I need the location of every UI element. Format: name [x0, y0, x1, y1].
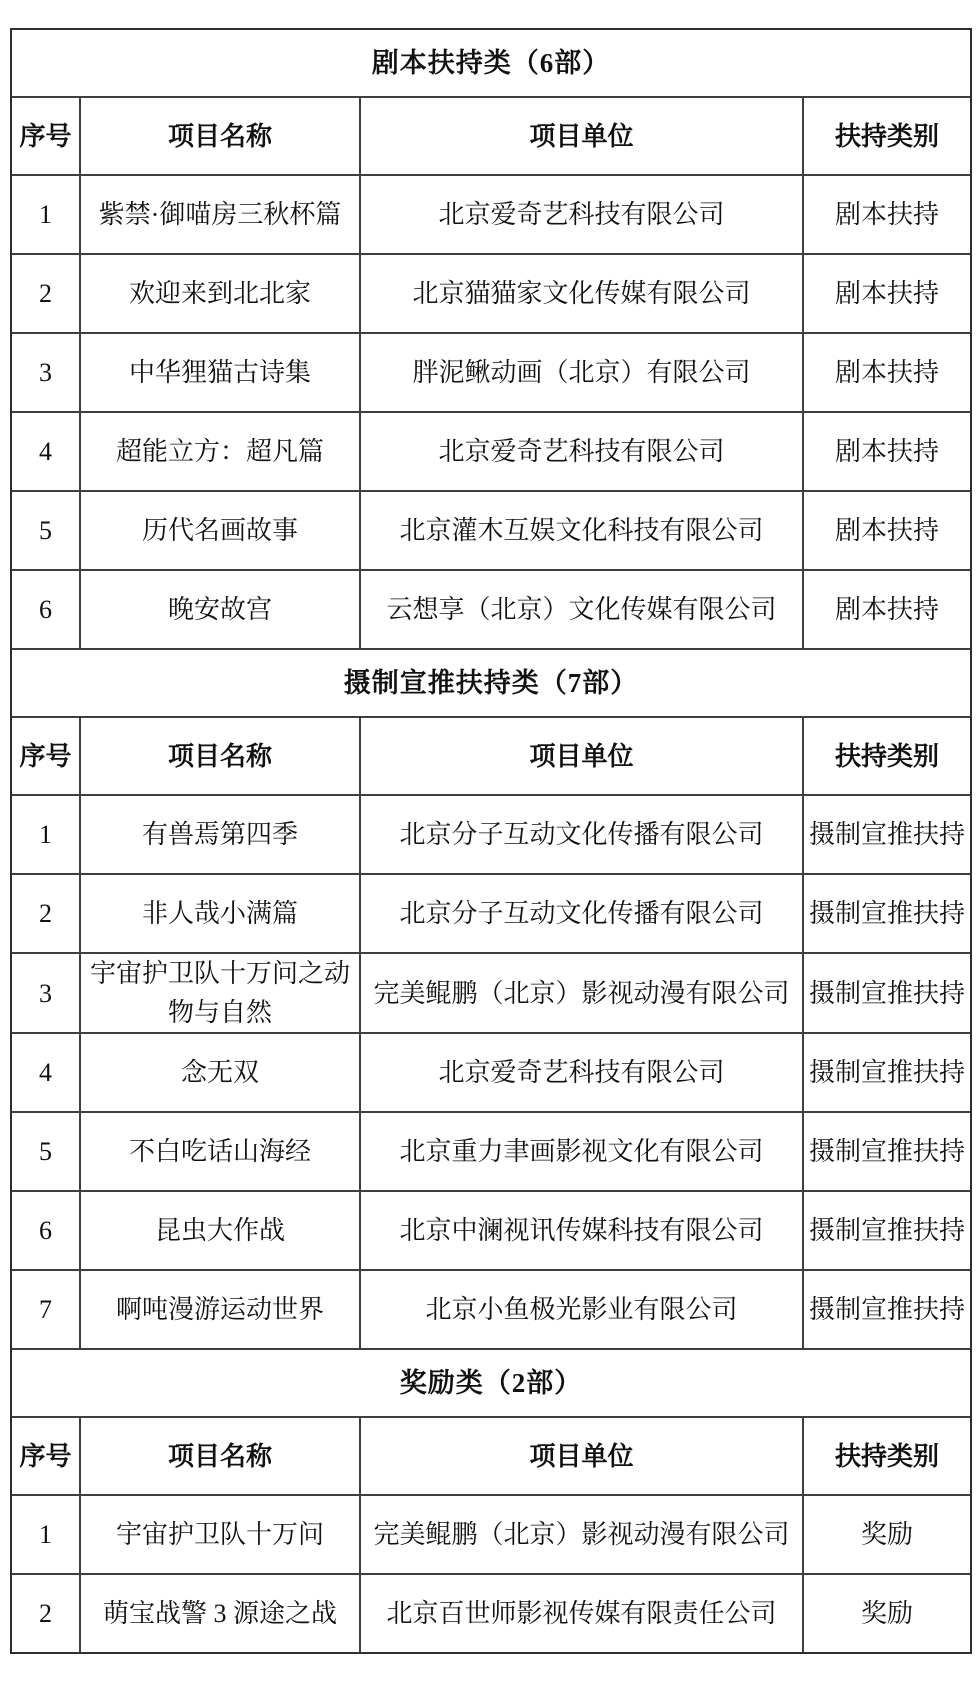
- project-name-cell: 宇宙护卫队十万问: [79, 1496, 359, 1573]
- support-type-cell: 奖励: [802, 1575, 970, 1652]
- project-unit-cell: 北京灌木互娱文化科技有限公司: [359, 492, 802, 569]
- section-title: 剧本扶持类（6部）: [371, 47, 611, 78]
- section-title-row: [12, 30, 970, 96]
- support-type-cell: 剧本扶持: [802, 413, 970, 490]
- column-header-name: 项目名称: [79, 1418, 359, 1494]
- column-header-type: 扶持类别: [802, 98, 970, 174]
- section-title-row: [12, 648, 970, 716]
- row-index-cell: 1: [39, 820, 52, 849]
- table-row: [12, 253, 970, 332]
- project-unit-cell: 北京中澜视讯传媒科技有限公司: [359, 1192, 802, 1269]
- table-row: [12, 1111, 970, 1190]
- project-unit-cell: 云想享（北京）文化传媒有限公司: [359, 571, 802, 648]
- column-header-row: [12, 96, 970, 174]
- row-index-cell: 2: [39, 1599, 52, 1628]
- support-type-cell: 摄制宣推扶持: [802, 875, 970, 952]
- project-name-cell: 昆虫大作战: [79, 1192, 359, 1269]
- column-header-unit: 项目单位: [359, 98, 802, 174]
- table-row: [12, 1573, 970, 1652]
- table-row: [12, 1494, 970, 1573]
- project-name-cell: 超能立方：超凡篇: [79, 413, 359, 490]
- row-index-cell: 4: [39, 1058, 52, 1087]
- support-type-cell: 奖励: [802, 1496, 970, 1573]
- table-row: [12, 952, 970, 1032]
- project-unit-cell: 北京小鱼极光影业有限公司: [359, 1271, 802, 1348]
- row-index-cell: 1: [39, 1520, 52, 1549]
- support-type-cell: 剧本扶持: [802, 571, 970, 648]
- column-header-name: 项目名称: [79, 98, 359, 174]
- row-index-cell: 5: [39, 516, 52, 545]
- table-row: [12, 873, 970, 952]
- column-header-unit: 项目单位: [359, 718, 802, 794]
- row-index-cell: 3: [39, 358, 52, 387]
- column-header-index: 序号: [19, 741, 72, 771]
- column-header-unit: 项目单位: [359, 1418, 802, 1494]
- column-header-row: [12, 716, 970, 794]
- column-header-name: 项目名称: [79, 718, 359, 794]
- project-name-cell: 欢迎来到北北家: [79, 255, 359, 332]
- project-unit-cell: 完美鲲鹏（北京）影视动漫有限公司: [359, 1496, 802, 1573]
- project-unit-cell: 北京重力聿画影视文化有限公司: [359, 1113, 802, 1190]
- table-row: [12, 794, 970, 873]
- row-index-cell: 6: [39, 595, 52, 624]
- table-row: [12, 332, 970, 411]
- project-name-cell: 念无双: [79, 1034, 359, 1111]
- support-type-cell: 摄制宣推扶持: [802, 1113, 970, 1190]
- row-index-cell: 2: [39, 279, 52, 308]
- support-type-cell: 剧本扶持: [802, 255, 970, 332]
- row-index-cell: 3: [39, 978, 52, 1008]
- support-type-cell: 摄制宣推扶持: [802, 1271, 970, 1348]
- project-unit-cell: 北京猫猫家文化传媒有限公司: [359, 255, 802, 332]
- project-unit-cell: 北京分子互动文化传播有限公司: [359, 796, 802, 873]
- project-name-cell: 不白吃话山海经: [79, 1113, 359, 1190]
- row-index-cell: 6: [39, 1216, 52, 1245]
- table-row: [12, 174, 970, 253]
- support-type-cell: 摄制宣推扶持: [802, 796, 970, 873]
- project-name-cell: 宇宙护卫队十万问之动物与自然: [79, 954, 359, 1032]
- column-header-index: 序号: [19, 121, 72, 151]
- project-name-cell: 中华狸猫古诗集: [79, 334, 359, 411]
- support-type-cell: 摄制宣推扶持: [802, 1034, 970, 1111]
- section-title-row: [12, 1348, 970, 1416]
- table-row: [12, 1032, 970, 1111]
- row-index-cell: 7: [39, 1295, 52, 1324]
- column-header-index: 序号: [19, 1441, 72, 1471]
- column-header-row: [12, 1416, 970, 1494]
- project-unit-cell: 北京百世师影视传媒有限责任公司: [359, 1575, 802, 1652]
- row-index-cell: 1: [39, 200, 52, 229]
- table-row: [12, 1269, 970, 1348]
- support-type-cell: 摄制宣推扶持: [802, 954, 970, 1032]
- table-row: [12, 411, 970, 490]
- project-name-cell: 萌宝战警 3 源途之战: [79, 1575, 359, 1652]
- project-unit-cell: 北京分子互动文化传播有限公司: [359, 875, 802, 952]
- table-row: [12, 569, 970, 648]
- project-name-cell: 非人哉小满篇: [79, 875, 359, 952]
- project-unit-cell: 北京爱奇艺科技有限公司: [359, 413, 802, 490]
- table-row: [12, 1190, 970, 1269]
- section-title: 摄制宣推扶持类（7部）: [343, 667, 639, 698]
- column-header-type: 扶持类别: [802, 718, 970, 794]
- row-index-cell: 4: [39, 437, 52, 466]
- project-name-cell: 有兽焉第四季: [79, 796, 359, 873]
- project-unit-cell: 完美鲲鹏（北京）影视动漫有限公司: [359, 954, 802, 1032]
- project-unit-cell: 北京爱奇艺科技有限公司: [359, 1034, 802, 1111]
- support-type-cell: 摄制宣推扶持: [802, 1192, 970, 1269]
- table-row: [12, 490, 970, 569]
- support-type-cell: 剧本扶持: [802, 176, 970, 253]
- project-name-cell: 啊吨漫游运动世界: [79, 1271, 359, 1348]
- project-unit-cell: 胖泥鳅动画（北京）有限公司: [359, 334, 802, 411]
- project-name-cell: 紫禁·御喵房三秋杯篇: [79, 176, 359, 253]
- row-index-cell: 2: [39, 899, 52, 928]
- support-project-table: [10, 28, 972, 1654]
- column-header-type: 扶持类别: [802, 1418, 970, 1494]
- project-unit-cell: 北京爱奇艺科技有限公司: [359, 176, 802, 253]
- row-index-cell: 5: [39, 1137, 52, 1166]
- support-type-cell: 剧本扶持: [802, 334, 970, 411]
- project-name-cell: 历代名画故事: [79, 492, 359, 569]
- section-title: 奖励类（2部）: [399, 1367, 583, 1398]
- support-type-cell: 剧本扶持: [802, 492, 970, 569]
- project-name-cell: 晚安故宫: [79, 571, 359, 648]
